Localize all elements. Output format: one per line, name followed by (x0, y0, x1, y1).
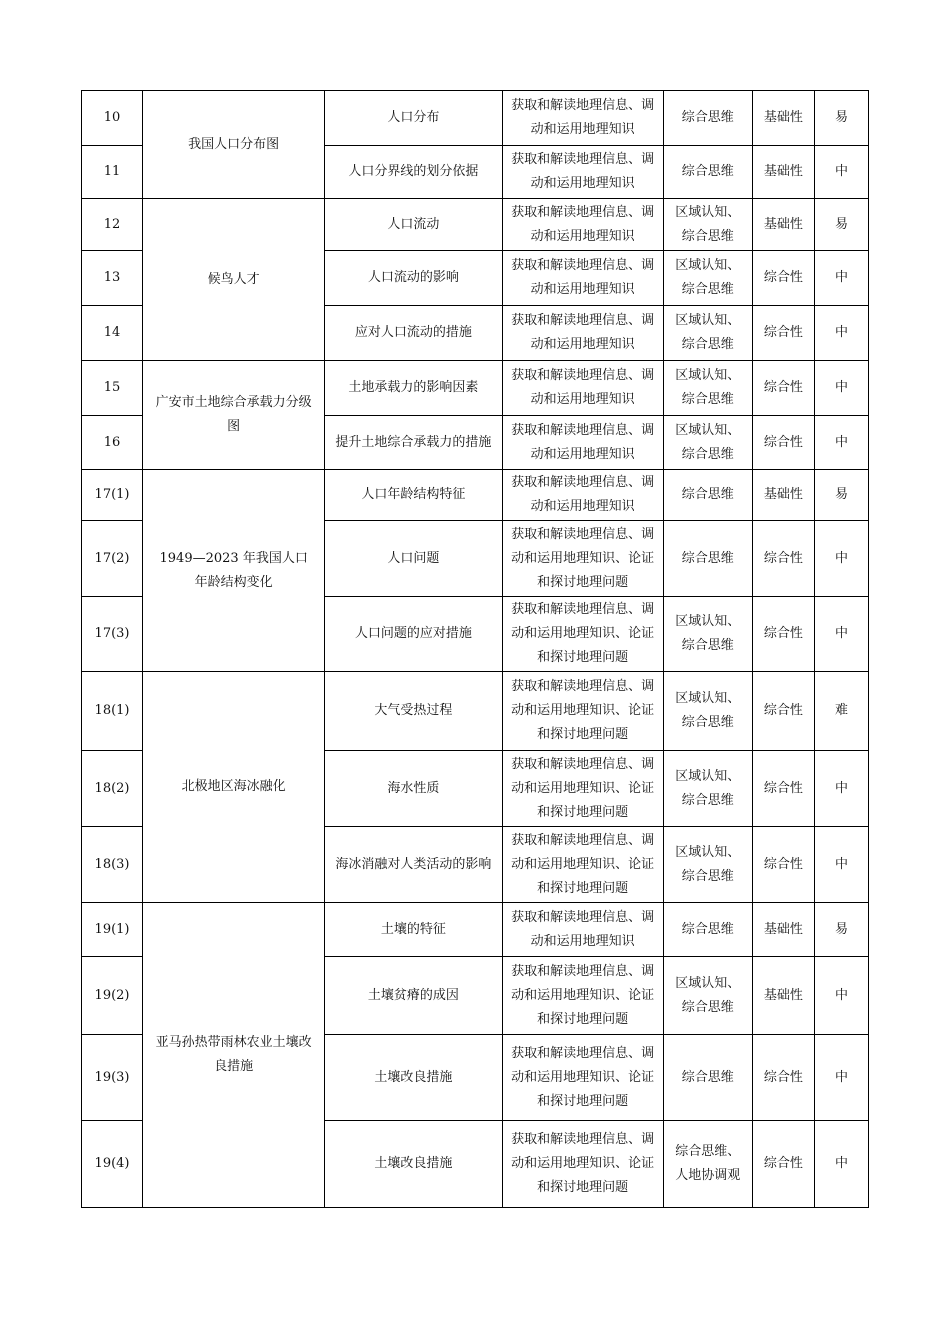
core-literacy: 综合思维 (663, 903, 752, 957)
difficulty: 中 (814, 597, 868, 672)
core-literacy: 区域认知、综合思维 (663, 597, 752, 672)
knowledge-point: 应对人口流动的措施 (325, 306, 502, 361)
knowledge-point: 海水性质 (325, 751, 502, 827)
ability-requirement: 获取和解读地理信息、调动和运用地理知识、论证和探讨地理问题 (502, 521, 663, 597)
core-literacy: 区域认知、综合思维 (663, 361, 752, 416)
question-type: 综合性 (752, 251, 814, 306)
knowledge-point: 大气受热过程 (325, 672, 502, 751)
ability-requirement: 获取和解读地理信息、调动和运用地理知识、论证和探讨地理问题 (502, 597, 663, 672)
question-number: 17(1) (82, 470, 143, 521)
table-row (82, 672, 869, 751)
core-literacy: 综合思维 (663, 470, 752, 521)
difficulty: 中 (814, 251, 868, 306)
core-literacy: 综合思维、人地协调观 (663, 1121, 752, 1208)
difficulty: 中 (814, 361, 868, 416)
question-number: 19(2) (82, 957, 143, 1035)
ability-requirement: 获取和解读地理信息、调动和运用地理知识、论证和探讨地理问题 (502, 1121, 663, 1208)
knowledge-point: 人口问题 (325, 521, 502, 597)
table-row (82, 91, 869, 146)
core-literacy: 区域认知、综合思维 (663, 672, 752, 751)
core-literacy: 综合思维 (663, 146, 752, 199)
ability-requirement: 获取和解读地理信息、调动和运用地理知识 (502, 306, 663, 361)
question-type: 综合性 (752, 521, 814, 597)
question-type: 综合性 (752, 361, 814, 416)
question-type: 基础性 (752, 199, 814, 251)
knowledge-point: 人口流动 (325, 199, 502, 251)
ability-requirement: 获取和解读地理信息、调动和运用地理知识、论证和探讨地理问题 (502, 1035, 663, 1121)
question-number: 11 (82, 146, 143, 199)
ability-requirement: 获取和解读地理信息、调动和运用地理知识 (502, 146, 663, 199)
core-literacy: 区域认知、综合思维 (663, 416, 752, 470)
difficulty: 中 (814, 416, 868, 470)
question-number: 18(3) (82, 827, 143, 903)
difficulty: 易 (814, 199, 868, 251)
difficulty: 易 (814, 903, 868, 957)
core-literacy: 区域认知、综合思维 (663, 827, 752, 903)
question-number: 12 (82, 199, 143, 251)
core-literacy: 区域认知、综合思维 (663, 306, 752, 361)
question-analysis-table (81, 90, 869, 1208)
material-topic: 候鸟人才 (143, 199, 325, 361)
question-type: 基础性 (752, 91, 814, 146)
ability-requirement: 获取和解读地理信息、调动和运用地理知识 (502, 903, 663, 957)
core-literacy: 综合思维 (663, 1035, 752, 1121)
knowledge-point: 土壤改良措施 (325, 1035, 502, 1121)
difficulty: 中 (814, 827, 868, 903)
question-number: 18(1) (82, 672, 143, 751)
ability-requirement: 获取和解读地理信息、调动和运用地理知识 (502, 199, 663, 251)
question-number: 16 (82, 416, 143, 470)
ability-requirement: 获取和解读地理信息、调动和运用地理知识、论证和探讨地理问题 (502, 751, 663, 827)
ability-requirement: 获取和解读地理信息、调动和运用地理知识 (502, 361, 663, 416)
core-literacy: 综合思维 (663, 91, 752, 146)
material-topic: 广安市土地综合承载力分级图 (143, 361, 325, 470)
knowledge-point: 人口分界线的划分依据 (325, 146, 502, 199)
knowledge-point: 土壤改良措施 (325, 1121, 502, 1208)
core-literacy: 区域认知、综合思维 (663, 751, 752, 827)
table-row (82, 361, 869, 416)
question-type: 综合性 (752, 1035, 814, 1121)
knowledge-point: 人口年龄结构特征 (325, 470, 502, 521)
knowledge-point: 人口分布 (325, 91, 502, 146)
knowledge-point: 人口流动的影响 (325, 251, 502, 306)
ability-requirement: 获取和解读地理信息、调动和运用地理知识 (502, 470, 663, 521)
question-type: 综合性 (752, 751, 814, 827)
difficulty: 中 (814, 146, 868, 199)
question-number: 17(2) (82, 521, 143, 597)
core-literacy: 区域认知、综合思维 (663, 199, 752, 251)
question-type: 综合性 (752, 416, 814, 470)
ability-requirement: 获取和解读地理信息、调动和运用地理知识 (502, 416, 663, 470)
difficulty: 易 (814, 470, 868, 521)
question-type: 综合性 (752, 306, 814, 361)
difficulty: 中 (814, 751, 868, 827)
difficulty: 难 (814, 672, 868, 751)
knowledge-point: 提升土地综合承载力的措施 (325, 416, 502, 470)
knowledge-point: 土壤贫瘠的成因 (325, 957, 502, 1035)
table-row (82, 470, 869, 521)
question-number: 15 (82, 361, 143, 416)
knowledge-point: 海冰消融对人类活动的影响 (325, 827, 502, 903)
difficulty: 中 (814, 1121, 868, 1208)
question-type: 综合性 (752, 827, 814, 903)
question-type: 基础性 (752, 957, 814, 1035)
ability-requirement: 获取和解读地理信息、调动和运用地理知识、论证和探讨地理问题 (502, 957, 663, 1035)
question-type: 基础性 (752, 146, 814, 199)
question-number: 19(3) (82, 1035, 143, 1121)
difficulty: 中 (814, 957, 868, 1035)
material-topic: 北极地区海冰融化 (143, 672, 325, 903)
ability-requirement: 获取和解读地理信息、调动和运用地理知识、论证和探讨地理问题 (502, 672, 663, 751)
material-topic: 亚马孙热带雨林农业土壤改良措施 (143, 903, 325, 1208)
ability-requirement: 获取和解读地理信息、调动和运用地理知识 (502, 251, 663, 306)
material-topic: 我国人口分布图 (143, 91, 325, 199)
question-type: 综合性 (752, 597, 814, 672)
ability-requirement: 获取和解读地理信息、调动和运用地理知识 (502, 91, 663, 146)
difficulty: 中 (814, 1035, 868, 1121)
question-number: 19(1) (82, 903, 143, 957)
knowledge-point: 人口问题的应对措施 (325, 597, 502, 672)
question-number: 19(4) (82, 1121, 143, 1208)
knowledge-point: 土地承载力的影响因素 (325, 361, 502, 416)
difficulty: 中 (814, 521, 868, 597)
core-literacy: 综合思维 (663, 521, 752, 597)
difficulty: 易 (814, 91, 868, 146)
knowledge-point: 土壤的特征 (325, 903, 502, 957)
question-type: 基础性 (752, 470, 814, 521)
core-literacy: 区域认知、综合思维 (663, 957, 752, 1035)
table-row (82, 199, 869, 251)
question-type: 综合性 (752, 1121, 814, 1208)
question-number: 17(3) (82, 597, 143, 672)
question-number: 10 (82, 91, 143, 146)
question-number: 14 (82, 306, 143, 361)
question-number: 13 (82, 251, 143, 306)
question-type: 基础性 (752, 903, 814, 957)
table-row (82, 903, 869, 957)
material-topic: 1949—2023 年我国人口年龄结构变化 (143, 470, 325, 672)
question-number: 18(2) (82, 751, 143, 827)
difficulty: 中 (814, 306, 868, 361)
core-literacy: 区域认知、综合思维 (663, 251, 752, 306)
question-type: 综合性 (752, 672, 814, 751)
ability-requirement: 获取和解读地理信息、调动和运用地理知识、论证和探讨地理问题 (502, 827, 663, 903)
